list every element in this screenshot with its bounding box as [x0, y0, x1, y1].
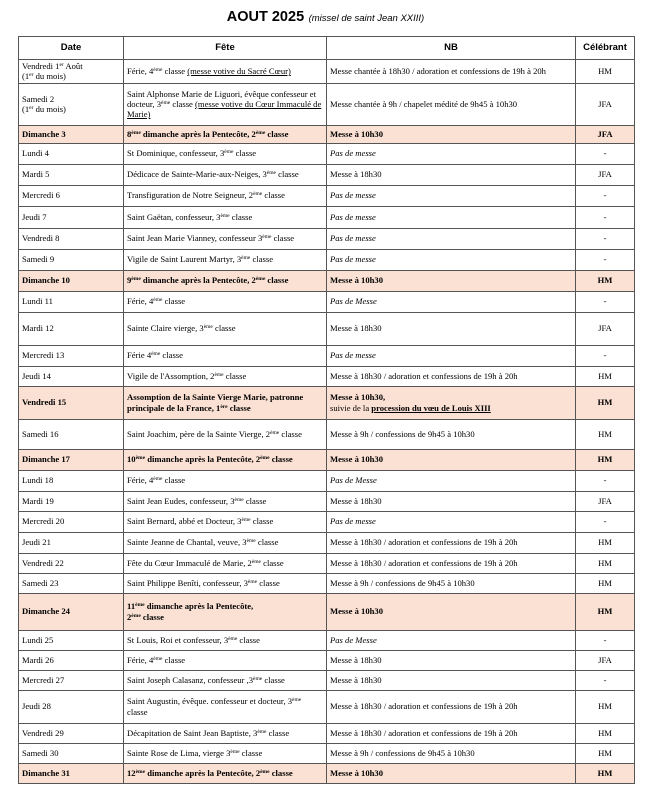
cell-celebrant: JFA [576, 83, 635, 125]
cell-date: Mercredi 20 [19, 511, 124, 532]
cell-celebrant: HM [576, 366, 635, 386]
cell-fete: 9ème dimanche après la Pentecôte, 2ème classe [124, 270, 327, 291]
cell-fete: Assomption de la Sainte Vierge Marie, patronne principale de la France, 1ère classe [124, 386, 327, 419]
cell-fete: Décapitation de Saint Jean Baptiste, 3ème classe [124, 723, 327, 743]
cell-date: Vendredi 15 [19, 386, 124, 419]
header-fete: Fête [124, 37, 327, 60]
cell-date: Samedi 9 [19, 249, 124, 270]
table-row-feast [19, 125, 635, 143]
table-row [19, 419, 635, 449]
cell-nb: Messe à 10h30 [327, 763, 576, 783]
cell-celebrant: HM [576, 553, 635, 573]
cell-date: Vendredi 29 [19, 723, 124, 743]
cell-nb: Messe à 18h30 [327, 491, 576, 511]
cell-date: Samedi 2 (1er du mois) [19, 83, 124, 125]
cell-date: Samedi 23 [19, 573, 124, 593]
cell-date: Mardi 19 [19, 491, 124, 511]
cell-fete: 10ème dimanche après la Pentecôte, 2ème classe [124, 449, 327, 470]
cell-date: Samedi 30 [19, 743, 124, 763]
cell-celebrant: HM [576, 270, 635, 291]
table-row [19, 573, 635, 593]
table-row [19, 532, 635, 553]
cell-nb: Messe à 9h / confessions de 9h45 à 10h30 [327, 743, 576, 763]
cell-fete: 12ème dimanche après la Pentecôte, 2ème classe [124, 763, 327, 783]
cell-nb: Pas de messe [327, 249, 576, 270]
table-row [19, 60, 635, 84]
cell-celebrant: HM [576, 419, 635, 449]
cell-fete: 8ème dimanche après la Pentecôte, 2ème classe [124, 125, 327, 143]
table-row [19, 670, 635, 690]
cell-date: Dimanche 31 [19, 763, 124, 783]
table-row [19, 553, 635, 573]
cell-date: Vendredi 1er Août (1er du mois) [19, 60, 124, 84]
table-row-feast [19, 270, 635, 291]
cell-fete: Vigile de l'Assomption, 2ème classe [124, 366, 327, 386]
table-row [19, 491, 635, 511]
table-row [19, 690, 635, 723]
cell-nb: Messe à 18h30 / adoration et confessions de 19h à 20h [327, 553, 576, 573]
cell-celebrant: HM [576, 449, 635, 470]
cell-fete: Saint Jean Eudes, confesseur, 3ème classe [124, 491, 327, 511]
cell-date: Mercredi 27 [19, 670, 124, 690]
table-row-feast [19, 449, 635, 470]
cell-celebrant: HM [576, 690, 635, 723]
cell-fete: Sainte Jeanne de Chantal, veuve, 3ème classe [124, 532, 327, 553]
cell-celebrant: HM [576, 60, 635, 84]
cell-date: Mardi 26 [19, 650, 124, 670]
table-row [19, 723, 635, 743]
cell-nb: Messe à 10h30 [327, 593, 576, 630]
cell-nb: Messe à 9h / confessions de 9h45 à 10h30 [327, 419, 576, 449]
procession-note: procession du vœu de Louis XIII [371, 402, 491, 413]
cell-nb: Messe à 18h30 / adoration et confessions de 19h à 20h [327, 723, 576, 743]
calendar-table [18, 36, 635, 784]
table-row [19, 143, 635, 164]
cell-fete: Férie 4ème classe [124, 345, 327, 366]
cell-fete: Saint Alphonse Marie de Liguori, évêque confesseur et docteur, 3ème classe (messe votive du Cœur Immaculé de Marie) [124, 83, 327, 125]
cell-celebrant: HM [576, 573, 635, 593]
cell-fete: Saint Augustin, évêque. confesseur et docteur, 3ème classe [124, 690, 327, 723]
table-row [19, 249, 635, 270]
cell-nb: Messe à 9h / confessions de 9h45 à 10h30 [327, 573, 576, 593]
cell-fete: Férie, 4ème classe [124, 470, 327, 491]
table-header-row [19, 37, 635, 60]
cell-celebrant: HM [576, 723, 635, 743]
table-row [19, 650, 635, 670]
table-row [19, 345, 635, 366]
cell-date: Mardi 12 [19, 312, 124, 345]
cell-celebrant: - [576, 345, 635, 366]
header-date: Date [19, 37, 124, 60]
cell-date: Dimanche 24 [19, 593, 124, 630]
cell-date: Dimanche 10 [19, 270, 124, 291]
cell-date: Vendredi 22 [19, 553, 124, 573]
cell-fete: Fête du Cœur Immaculé de Marie, 2ème classe [124, 553, 327, 573]
cell-nb: Pas de messe [327, 206, 576, 228]
cell-celebrant: HM [576, 532, 635, 553]
cell-nb: Messe à 18h30 / adoration et confessions de 19h à 20h [327, 690, 576, 723]
cell-date: Lundi 4 [19, 143, 124, 164]
cell-date: Jeudi 28 [19, 690, 124, 723]
cell-nb: Pas de messe [327, 511, 576, 532]
cell-date: Jeudi 14 [19, 366, 124, 386]
table-row-feast [19, 386, 635, 419]
cell-celebrant: - [576, 185, 635, 206]
cell-celebrant: HM [576, 593, 635, 630]
cell-celebrant: - [576, 511, 635, 532]
cell-nb: Messe à 10h30 [327, 449, 576, 470]
table-row [19, 312, 635, 345]
cell-date: Lundi 18 [19, 470, 124, 491]
cell-celebrant: JFA [576, 125, 635, 143]
page-subtitle: (missel de saint Jean XXIII) [308, 13, 425, 24]
table-row [19, 228, 635, 249]
cell-fete: St Dominique, confesseur, 3ème classe [124, 143, 327, 164]
cell-fete: St Louis, Roi et confesseur, 3ème classe [124, 630, 327, 650]
cell-nb: Messe chantée à 9h / chapelet médité de 9h45 à 10h30 [327, 83, 576, 125]
cell-celebrant: - [576, 143, 635, 164]
cell-fete: Sainte Rose de Lima, vierge 3ème classe [124, 743, 327, 763]
cell-date: Jeudi 7 [19, 206, 124, 228]
header-nb: NB [327, 37, 576, 60]
cell-date: Lundi 25 [19, 630, 124, 650]
cell-date: Vendredi 8 [19, 228, 124, 249]
votive-mass-note: (messe votive du Cœur Immaculé de Marie) [127, 98, 322, 120]
cell-fete: Férie, 4ème classe (messe votive du Sacré Cœur) [124, 60, 327, 84]
cell-date: Jeudi 21 [19, 532, 124, 553]
table-row-feast [19, 593, 635, 630]
table-row [19, 164, 635, 185]
cell-date: Samedi 16 [19, 419, 124, 449]
cell-nb: Messe à 18h30 [327, 670, 576, 690]
cell-nb: Messe à 10h30 [327, 125, 576, 143]
cell-nb: Messe à 18h30 [327, 164, 576, 185]
cell-celebrant: - [576, 249, 635, 270]
cell-nb: Messe à 10h30, suivie de la procession du vœu de Louis XIII [327, 386, 576, 419]
cell-celebrant: JFA [576, 312, 635, 345]
table-row [19, 291, 635, 312]
cell-nb: Pas de Messe [327, 470, 576, 491]
cell-date: Mercredi 6 [19, 185, 124, 206]
cell-celebrant: - [576, 470, 635, 491]
cell-date: Mercredi 13 [19, 345, 124, 366]
table-row [19, 511, 635, 532]
cell-nb: Messe à 18h30 [327, 312, 576, 345]
cell-nb: Pas de Messe [327, 291, 576, 312]
cell-celebrant: - [576, 291, 635, 312]
cell-fete: Saint Gaëtan, confesseur, 3ème classe [124, 206, 327, 228]
cell-celebrant: JFA [576, 164, 635, 185]
header-celebrant: Célébrant [576, 37, 635, 60]
table-row [19, 185, 635, 206]
cell-fete: 11ème dimanche après la Pentecôte, 2ème classe [124, 593, 327, 630]
cell-fete: Sainte Claire vierge, 3ème classe [124, 312, 327, 345]
cell-celebrant: HM [576, 743, 635, 763]
cell-fete: Saint Bernard, abbé et Docteur, 3ème classe [124, 511, 327, 532]
table-row [19, 630, 635, 650]
cell-nb: Pas de messe [327, 143, 576, 164]
cell-fete: Saint Philippe Benîti, confesseur, 3ème classe [124, 573, 327, 593]
cell-date: Lundi 11 [19, 291, 124, 312]
cell-nb: Messe à 10h30 [327, 270, 576, 291]
cell-nb: Messe à 18h30 / adoration et confessions de 19h à 20h [327, 366, 576, 386]
cell-celebrant: - [576, 670, 635, 690]
table-row [19, 83, 635, 125]
cell-nb: Pas de messe [327, 345, 576, 366]
cell-date: Dimanche 17 [19, 449, 124, 470]
cell-nb: Pas de messe [327, 185, 576, 206]
cell-celebrant: JFA [576, 491, 635, 511]
cell-celebrant: HM [576, 763, 635, 783]
cell-fete: Saint Joseph Calasanz, confesseur ,3ème classe [124, 670, 327, 690]
cell-celebrant: - [576, 630, 635, 650]
cell-fete: Dédicace de Sainte-Marie-aux-Neiges, 3ème classe [124, 164, 327, 185]
table-row [19, 470, 635, 491]
page-title: AOUT 2025 [226, 9, 305, 25]
table-row [19, 743, 635, 763]
cell-nb: Pas de Messe [327, 630, 576, 650]
cell-fete: Férie, 4ème classe [124, 291, 327, 312]
table-row [19, 206, 635, 228]
cell-fete: Vigile de Saint Laurent Martyr, 3ème classe [124, 249, 327, 270]
cell-fete: Saint Joachim, père de la Sainte Vierge, 2ème classe [124, 419, 327, 449]
table-row-feast [19, 763, 635, 783]
cell-nb: Messe chantée à 18h30 / adoration et confessions de 19h à 20h [327, 60, 576, 84]
cell-nb: Messe à 18h30 / adoration et confessions de 19h à 20h [327, 532, 576, 553]
cell-celebrant: JFA [576, 650, 635, 670]
cell-fete: Saint Jean Marie Vianney, confesseur 3ème classe [124, 228, 327, 249]
cell-date: Dimanche 3 [19, 125, 124, 143]
cell-celebrant: HM [576, 386, 635, 419]
cell-celebrant: - [576, 228, 635, 249]
votive-mass-note: (messe votive du Sacré Cœur) [187, 66, 291, 77]
cell-date: Mardi 5 [19, 164, 124, 185]
cell-fete: Férie, 4ème classe [124, 650, 327, 670]
cell-nb: Messe à 18h30 [327, 650, 576, 670]
cell-celebrant: - [576, 206, 635, 228]
cell-nb: Pas de messe [327, 228, 576, 249]
table-row [19, 366, 635, 386]
document-title [0, 8, 651, 26]
cell-fete: Transfiguration de Notre Seigneur, 2ème classe [124, 185, 327, 206]
table-body [19, 60, 635, 784]
